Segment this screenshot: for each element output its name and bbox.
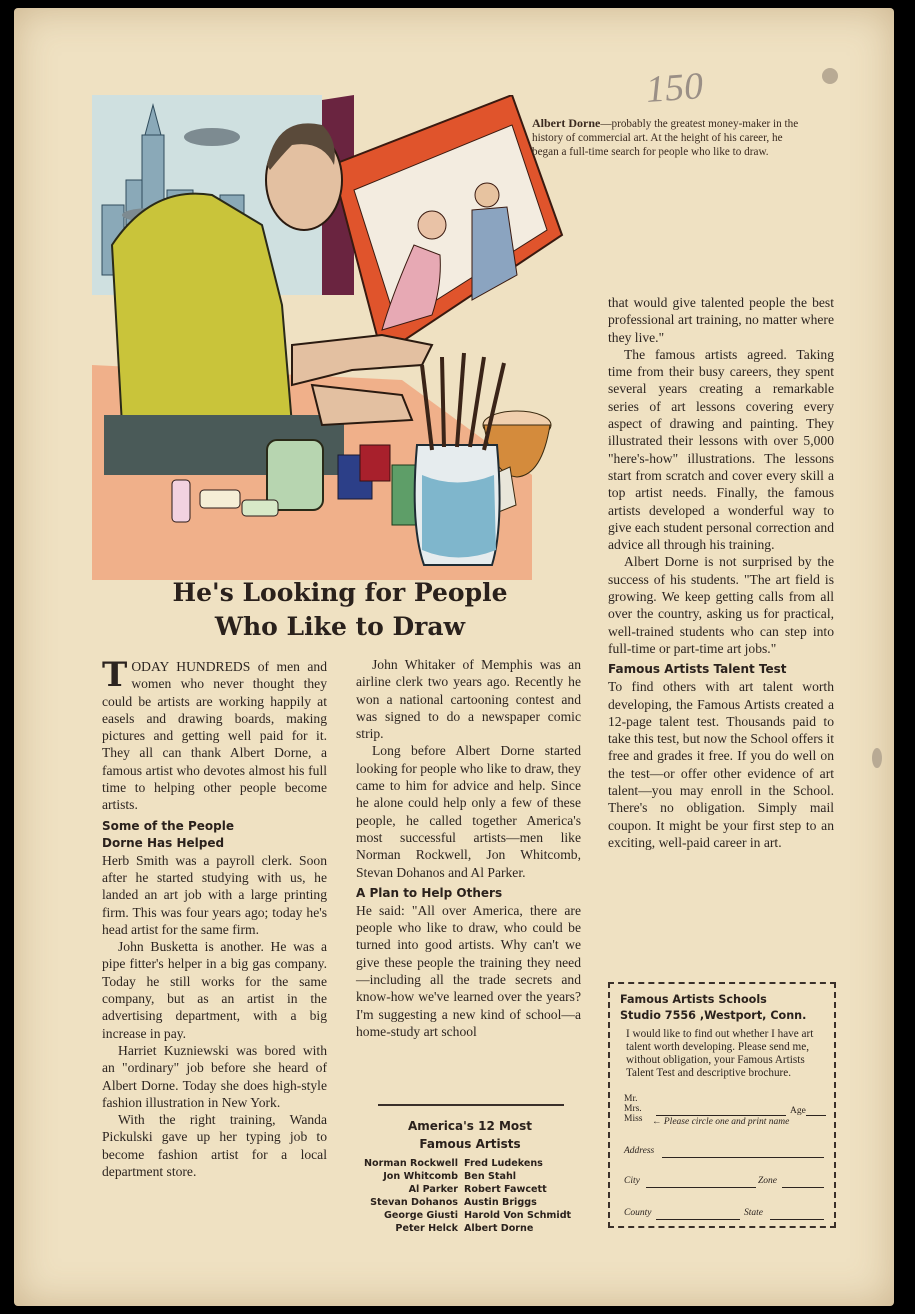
county-label: County xyxy=(624,1208,652,1218)
salutation-mr[interactable]: Mr. xyxy=(624,1094,638,1104)
caption-text: —probably the greatest money-maker in the history of commercial art. At the height of his career, he began a full-time search for people who like to draw. xyxy=(532,118,799,158)
article-column-3 xyxy=(608,294,834,851)
paragraph: To find others with art talent worth developing, the Famous Artists created a 12-page talent test. Thousands paid to take this test, but now the School offers it free and grades it free. If you do well on the test—or offer other evidence of art talent—you may enroll in the School. There's no obligation. Simply mail coupon. It might be your first step to an exciting, well-paid career in art. xyxy=(608,679,834,850)
state-field-line[interactable] xyxy=(770,1219,824,1220)
famous-artists-title xyxy=(370,1117,570,1153)
artist-arm xyxy=(292,335,432,385)
state-label: State xyxy=(744,1208,763,1218)
artist-row xyxy=(352,1183,592,1196)
artist-name: Fred Ludekens xyxy=(464,1158,543,1169)
artist-name: Harold Von Schmidt xyxy=(464,1210,572,1221)
subheading: Some of the People xyxy=(102,818,234,833)
salutation-mrs[interactable]: Mrs. xyxy=(624,1104,642,1114)
headline-line-2: Who Like to Draw xyxy=(214,612,466,641)
artist-row xyxy=(352,1209,592,1222)
name-field-line[interactable] xyxy=(656,1115,786,1116)
coupon-body: I would like to find out whether I have art talent worth developing. Please send me, without obligation, your Famous Artists Talent Test and descriptive brochure. xyxy=(626,1028,814,1079)
artist-name: Peter Helck xyxy=(395,1223,458,1234)
coupon-studio-address: Studio 7556 ,Westport, Conn. xyxy=(620,1009,807,1022)
paragraph: Long before Albert Dorne started looking for people who like to draw, they came to him for advice and help. Since he alone could help only a few of these people, he called together America's most successful artists—men like Norman Rockwell, Jon Whitcomb, Stevan Dohanos and Al Parker. xyxy=(356,743,581,880)
scan-blemish xyxy=(872,748,882,768)
headline-line-1: He's Looking for People xyxy=(172,578,508,607)
paragraph: He said: "All over America, there are people who like to draw, who could be turned into good artists. Why can't we give these people the training they need—including all the trade secrets and know-how we've learned over the years? I'm suggesting a new kind of school—a home-study art school xyxy=(356,902,581,1039)
famous-artists-title-line-1: America's 12 Most xyxy=(407,1119,533,1133)
artist-row xyxy=(352,1196,592,1209)
circle-note: Please circle one and print name xyxy=(663,1117,790,1127)
age-field-line[interactable] xyxy=(806,1115,826,1116)
artist-name: Albert Dorne xyxy=(464,1223,534,1234)
artist-name: Norman Rockwell xyxy=(364,1158,458,1169)
subheading: Dorne Has Helped xyxy=(102,835,225,850)
artist-row xyxy=(352,1157,592,1170)
coupon-address-header xyxy=(620,992,806,1024)
age-label: Age xyxy=(790,1106,806,1116)
artist-row xyxy=(352,1170,592,1183)
paragraph: John Whitaker of Memphis was an airline clerk two years ago. Recently he won a national cartooning contest and was signed to do a newspaper comic strip. xyxy=(356,657,581,742)
artist-name: Jon Whitcomb xyxy=(383,1171,458,1182)
illustration-caption xyxy=(532,116,800,159)
paragraph: of men and women who never thought they could be artists are working happily at easels and drawing boards, making pictures and getting well paid for it. They all can thank Albert Dorne, a famous artist who devotes almost his full time to helping other people become artists. xyxy=(102,659,327,813)
zone-field-line[interactable] xyxy=(782,1187,824,1188)
zone-label: Zone xyxy=(758,1176,777,1186)
artist-name: Stevan Dohanos xyxy=(370,1197,458,1208)
city-field-line[interactable] xyxy=(646,1187,756,1188)
headline xyxy=(130,576,550,644)
coupon-school-name: Famous Artists Schools xyxy=(620,993,767,1006)
artist-name: Robert Fawcett xyxy=(464,1184,547,1195)
caption-name: Albert Dorne xyxy=(532,116,601,130)
artist-illustration xyxy=(92,95,582,580)
subheading: A Plan to Help Others xyxy=(356,885,503,900)
paragraph: The famous artists agreed. Taking time from their busy careers, they spent several years creating a remarkable series of art lessons covering every aspect of drawing and painting. They illustrated their lessons with over 5,000 "here's-how" illustrations. The lessons start from scratch and cover every skill a top artist needs. Finally, the famous artists developed a wonderful way to give each student personal correction and advice all through his training. xyxy=(608,346,834,553)
paragraph: Herb Smith was a payroll clerk. Soon after he started studying with us, he landed an art job with a large printing firm. This was four years ago; today he's head artist for the same firm. xyxy=(102,852,327,937)
subheading: Famous Artists Talent Test xyxy=(608,662,787,677)
paragraph: Albert Dorne is not surprised by the success of his students. "The art field is growing. We keep getting calls from all over the country, asking us for practical, well-trained students who can step into full-time or part-time art jobs." xyxy=(608,554,834,656)
article-column-1 xyxy=(102,655,327,1180)
paragraph: Harriet Kuzniewski was bored with an "ordinary" job before she heard of Albert Dorne. Today she does high-style fashion illustration in New York. xyxy=(102,1042,327,1110)
scan-blemish xyxy=(822,68,838,84)
address-label: Address xyxy=(624,1146,655,1156)
salutation-options[interactable] xyxy=(624,1094,642,1124)
drop-cap: T xyxy=(102,655,128,695)
county-field-line[interactable] xyxy=(656,1219,740,1220)
famous-artists-list xyxy=(352,1157,592,1235)
paragraph: that would give talented people the best professional art training, no matter where they live." xyxy=(608,295,834,345)
circle-instruction: ← Please circle one and print name xyxy=(652,1117,790,1127)
pencil-note: 150 xyxy=(644,65,705,111)
article-column-2 xyxy=(356,656,581,1040)
mail-coupon[interactable] xyxy=(608,982,836,1228)
artist-name: Austin Briggs xyxy=(464,1197,537,1208)
lead-caps: ODAY HUNDREDS xyxy=(131,659,251,674)
artist-row xyxy=(352,1222,592,1235)
paragraph: With the right training, Wanda Pickulski gave up her typing job to become fashion artist for a local department store. xyxy=(102,1112,327,1180)
city-label: City xyxy=(624,1176,640,1186)
artist-name: George Giusti xyxy=(384,1210,458,1221)
brush-jar xyxy=(415,353,504,565)
salutation-miss[interactable]: Miss xyxy=(624,1114,643,1124)
artist-name: Al Parker xyxy=(408,1184,458,1195)
artist-name: Ben Stahl xyxy=(464,1171,517,1182)
address-field-line[interactable] xyxy=(662,1157,824,1158)
famous-artists-title-line-2: Famous Artists xyxy=(419,1137,521,1151)
paragraph: John Busketta is another. He was a pipe fitter's helper in a big gas company. Today he still works for the same company, but as an artist in the advertising department, with a big increase in pay. xyxy=(102,939,327,1041)
divider xyxy=(378,1104,564,1106)
